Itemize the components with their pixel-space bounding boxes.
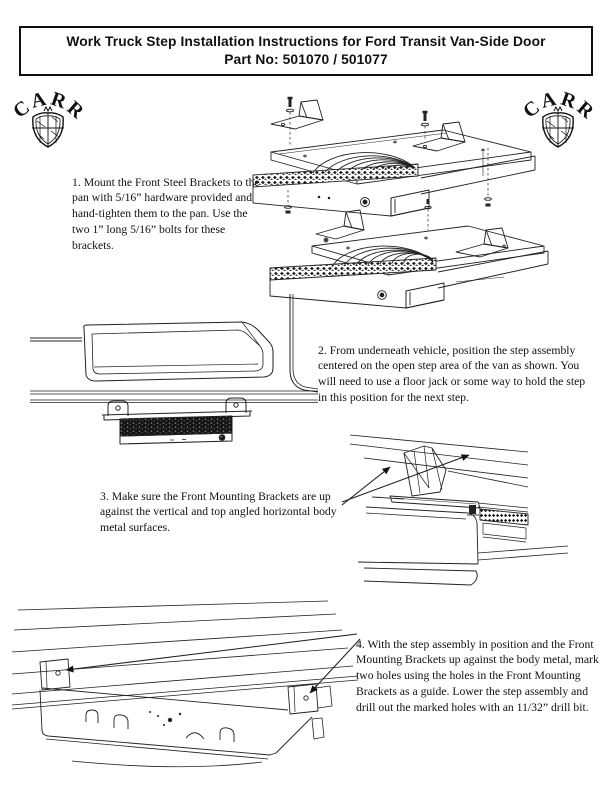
carr-logo-text: CARR — [519, 87, 600, 125]
figure-under-vehicle-view — [30, 294, 318, 456]
carr-shield-icon — [32, 107, 64, 147]
mounted-bracket-left — [316, 210, 364, 242]
step-assembly-underside — [40, 688, 324, 767]
front-mounting-bracket-right — [288, 684, 332, 714]
rocker-panel-lines — [30, 391, 318, 403]
carr-logo-left — [9, 86, 90, 156]
carr-logo-text: CARR — [9, 87, 90, 125]
body-metal-lines — [350, 435, 528, 487]
figure-underside-view — [12, 598, 394, 786]
step-edge-drawing — [467, 503, 528, 542]
rocker-sill-drawing — [358, 507, 568, 585]
title-box — [19, 26, 593, 76]
bolt-icon — [286, 98, 293, 146]
figure-bracket-closeup — [328, 413, 612, 595]
carr-shield-icon — [542, 107, 574, 147]
mounted-bracket-right — [456, 228, 508, 257]
door-step-well-drawing — [30, 322, 273, 381]
step-assembly-under-van — [102, 398, 252, 444]
instruction-step-4: 4. With the step assembly in position and the Front Mounting Brackets up against the body metal, mark two holes using the holes in the Front Mounting Brackets as a guide. Lower the step assembly and drill out the marked holes with an 11/32” drill bit. — [356, 637, 599, 714]
bolt-icon — [425, 199, 431, 230]
front-mounting-bracket-drawing — [372, 446, 480, 508]
instruction-step-1: 1. Mount the Front Steel Brackets to the pan with 5/16” hardware provided and hand-tighten them to the pan. Use the two 1” long 5/16” bolts for these brackets. — [72, 175, 260, 252]
instruction-step-2: 2. From underneath vehicle, position the step assembly centered on the open step area of the van as shown. You will need to use a floor jack or some way to hold the step in this position for the next step. — [318, 343, 586, 405]
svg-text:CARR — [9, 87, 90, 124]
front-mounting-bracket-left — [40, 659, 70, 690]
door-frame-drawing — [290, 294, 318, 392]
page-title-line2: Part No: 501070 / 501077 — [224, 52, 388, 67]
page-title-line1: Work Truck Step Installation Instructions for Ford Transit Van-Side Door — [66, 33, 546, 49]
instruction-step-3: 3. Make sure the Front Mounting Brackets are up against the vertical and top angled horizontal body metal surfaces. — [100, 489, 337, 535]
front-steel-bracket-left — [271, 100, 323, 129]
figure-assembled-view — [256, 196, 548, 308]
